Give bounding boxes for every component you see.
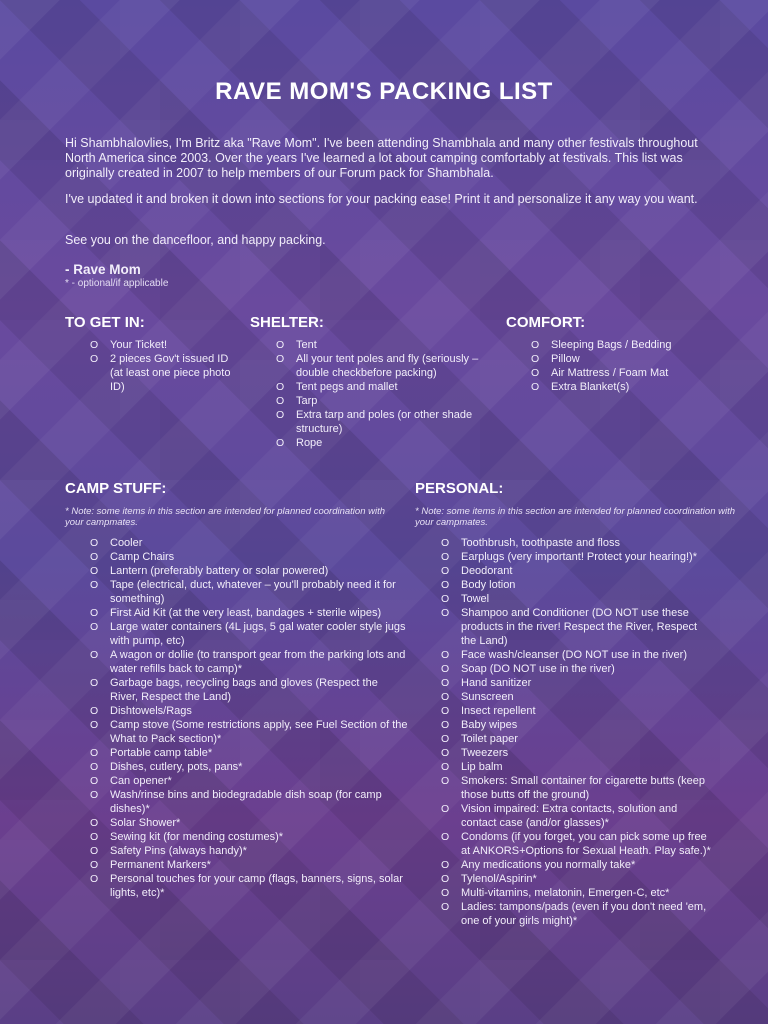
to-get-in-list: [90, 338, 240, 394]
checklist-item: O Toothbrush, toothpaste and floss: [441, 536, 711, 550]
camp-stuff-note: * Note: some items in this section are intended for planned coordination with your campmates.: [65, 506, 386, 528]
intro-paragraph-3: See you on the dancefloor, and happy packing.: [65, 233, 326, 247]
checklist-item: O Deodorant: [441, 564, 711, 578]
checklist-item: O Personal touches for your camp (flags, banners, signs, solar lights, etc)*: [90, 872, 408, 900]
intro-paragraph-1: Hi Shambhalovlies, I'm Britz aka "Rave Mom". I've been attending Shambhala and many other festivals throughout North America since 2003. Over the years I've learned a lot about camping comfortably at festivals. This list was originally created in 2007 to help members of our Forum pack for Shambhala.: [65, 136, 698, 180]
checklist-item: O Dishes, cutlery, pots, pans*: [90, 760, 408, 774]
checklist-item: O Pillow: [531, 352, 731, 366]
checklist-item: O Can opener*: [90, 774, 408, 788]
checklist-item: O Your Ticket!: [90, 338, 240, 352]
to-get-in-heading: TO GET IN:: [65, 314, 145, 331]
shelter-heading: SHELTER:: [250, 314, 324, 331]
shelter-list: [276, 338, 491, 450]
checklist-item: O Sunscreen: [441, 690, 711, 704]
checklist-item: O Safety Pins (always handy)*: [90, 844, 408, 858]
signature: - Rave Mom: [65, 262, 141, 277]
checklist-item: O Tent: [276, 338, 491, 352]
optional-legend: * - optional/if applicable: [65, 278, 169, 289]
checklist-item: O All your tent poles and fly (seriously – double checkbefore packing): [276, 352, 491, 380]
checklist-item: O Sleeping Bags / Bedding: [531, 338, 731, 352]
checklist-item: O Dishtowels/Rags: [90, 704, 408, 718]
checklist-item: O Lip balm: [441, 760, 711, 774]
checklist-item: O Smokers: Small container for cigarette butts (keep those butts off the ground): [441, 774, 711, 802]
checklist-item: O Tweezers: [441, 746, 711, 760]
checklist-item: O Multi-vitamins, melatonin, Emergen-C, etc*: [441, 886, 711, 900]
checklist-item: O Body lotion: [441, 578, 711, 592]
checklist-item: O Shampoo and Conditioner (DO NOT use these products in the river! Respect the River, Respect the Land): [441, 606, 711, 648]
checklist-item: O Vision impaired: Extra contacts, solution and contact case (and/or glasses)*: [441, 802, 711, 830]
checklist-item: O Ladies: tampons/pads (even if you don't need 'em, one of your girls might)*: [441, 900, 711, 928]
checklist-item: O Camp stove (Some restrictions apply, see Fuel Section of the What to Pack section)*: [90, 718, 408, 746]
checklist-item: O Lantern (preferably battery or solar powered): [90, 564, 408, 578]
personal-heading: PERSONAL:: [415, 480, 504, 497]
checklist-item: O Condoms (if you forget, you can pick some up free at ANKORS+Options for Sexual Heath. Play safe.)*: [441, 830, 711, 858]
comfort-list: [531, 338, 731, 394]
checklist-item: O Tent pegs and mallet: [276, 380, 491, 394]
checklist-item: O First Aid Kit (at the very least, bandages + sterile wipes): [90, 606, 408, 620]
checklist-item: O A wagon or dollie (to transport gear from the parking lots and water refills back to camp)*: [90, 648, 408, 676]
camp-stuff-heading: CAMP STUFF:: [65, 480, 167, 497]
checklist-item: O Insect repellent: [441, 704, 711, 718]
checklist-item: O 2 pieces Gov't issued ID (at least one piece photo ID): [90, 352, 240, 394]
comfort-heading: COMFORT:: [506, 314, 586, 331]
intro-paragraph-2: I've updated it and broken it down into sections for your packing ease! Print it and personalize it any way you want.: [65, 192, 698, 206]
checklist-item: O Towel: [441, 592, 711, 606]
checklist-item: O Tylenol/Aspirin*: [441, 872, 711, 886]
checklist-item: O Baby wipes: [441, 718, 711, 732]
checklist-item: O Hand sanitizer: [441, 676, 711, 690]
checklist-item: O Any medications you normally take*: [441, 858, 711, 872]
camp-stuff-list: [90, 536, 408, 900]
checklist-item: O Tape (electrical, duct, whatever – you'll probably need it for something): [90, 578, 408, 606]
page-title: RAVE MOM'S PACKING LIST: [215, 78, 553, 105]
checklist-item: O Earplugs (very important! Protect your hearing!)*: [441, 550, 711, 564]
checklist-item: O Air Mattress / Foam Mat: [531, 366, 731, 380]
checklist-item: O Tarp: [276, 394, 491, 408]
checklist-item: O Soap (DO NOT use in the river): [441, 662, 711, 676]
checklist-item: O Garbage bags, recycling bags and gloves (Respect the River, Respect the Land): [90, 676, 408, 704]
checklist-item: O Solar Shower*: [90, 816, 408, 830]
checklist-item: O Camp Chairs: [90, 550, 408, 564]
checklist-item: O Large water containers (4L jugs, 5 gal water cooler style jugs with pump, etc): [90, 620, 408, 648]
checklist-item: O Face wash/cleanser (DO NOT use in the river): [441, 648, 711, 662]
checklist-item: O Extra Blanket(s): [531, 380, 731, 394]
checklist-item: O Portable camp table*: [90, 746, 408, 760]
personal-note: * Note: some items in this section are intended for planned coordination with your campmates.: [415, 506, 736, 528]
checklist-item: O Toilet paper: [441, 732, 711, 746]
checklist-item: O Sewing kit (for mending costumes)*: [90, 830, 408, 844]
checklist-item: O Rope: [276, 436, 491, 450]
checklist-item: O Permanent Markers*: [90, 858, 408, 872]
checklist-item: O Wash/rinse bins and biodegradable dish soap (for camp dishes)*: [90, 788, 408, 816]
personal-list: [441, 536, 711, 928]
checklist-item: O Cooler: [90, 536, 408, 550]
checklist-item: O Extra tarp and poles (or other shade structure): [276, 408, 491, 436]
